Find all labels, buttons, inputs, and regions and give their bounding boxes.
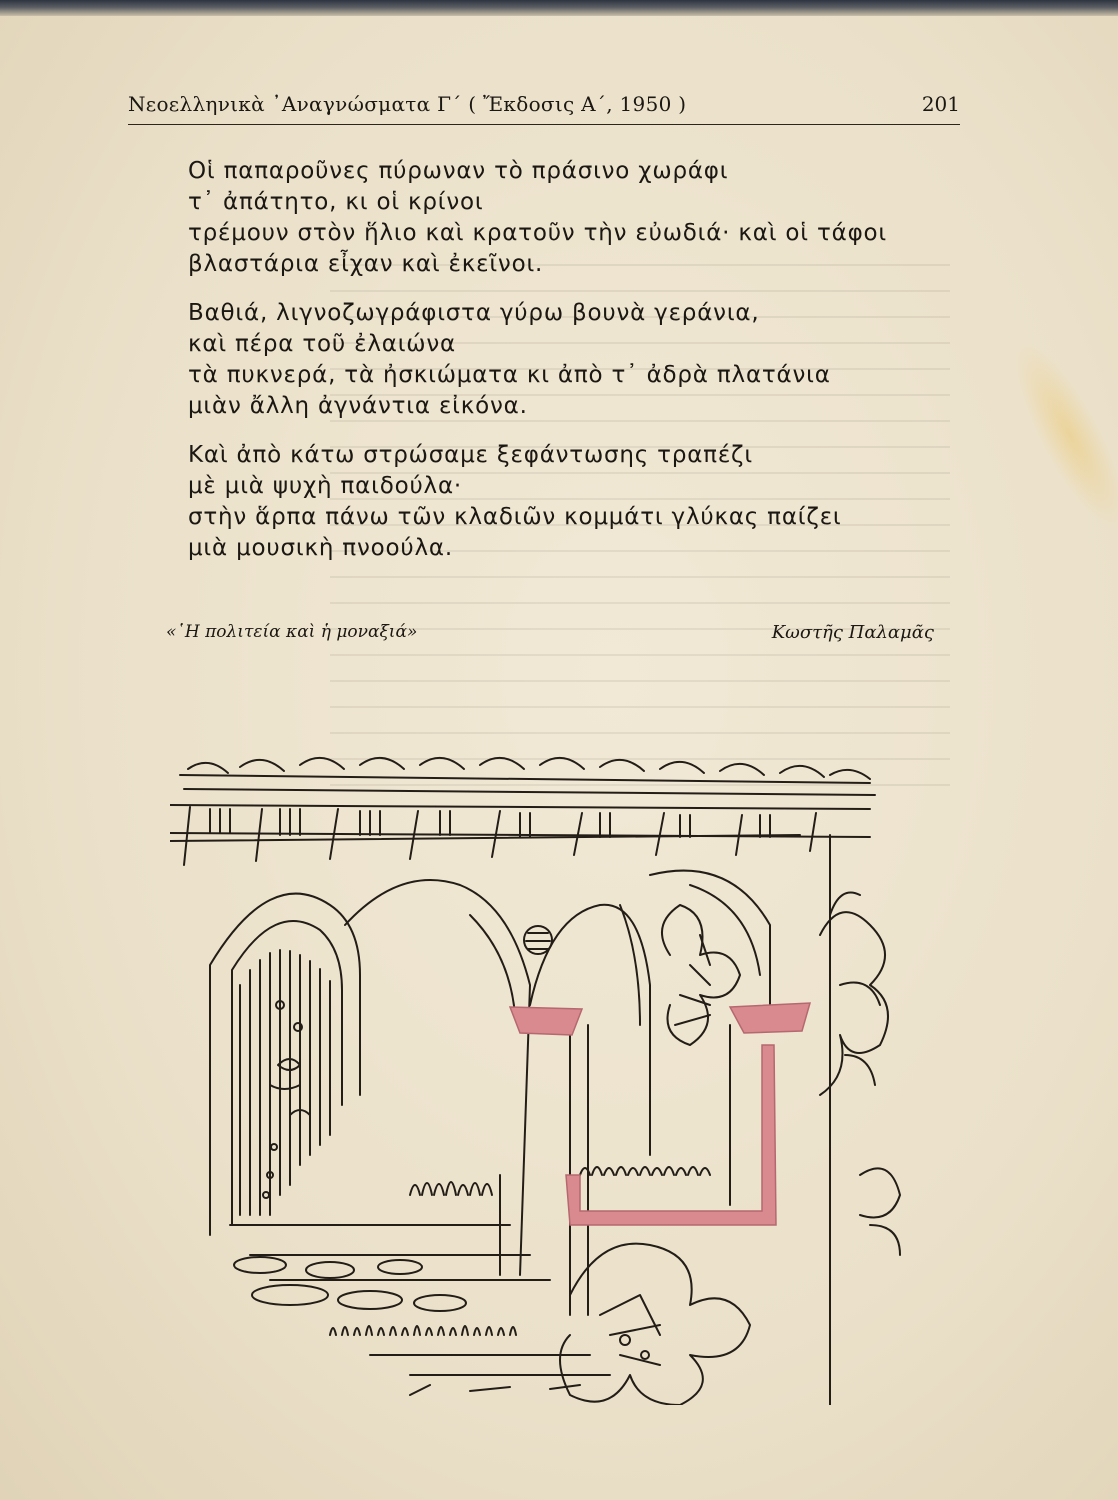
window-sill	[580, 1167, 710, 1175]
poem-line: Καὶ ἀπὸ κάτω στρώσαμε ξεφάντωσης τραπέζι	[188, 442, 753, 468]
page-number: 201	[921, 92, 960, 116]
courtyard-illustration	[170, 755, 940, 1405]
running-title: Νεοελληνικὰ ᾿Αναγνώσματα Γ΄ ( Ἔκδοσις Α΄, 1950 )	[128, 92, 687, 116]
red-accents	[510, 1003, 810, 1225]
poem	[188, 156, 968, 582]
poem-line: καὶ πέρα τοῦ ἐλαιώνα	[188, 331, 456, 357]
poem-line: Οἱ παπαροῦνες πύρωναν τὸ πράσινο χωράφι	[188, 158, 729, 184]
roof-tiles	[180, 758, 875, 795]
poem-source: «῾Η πολιτεία καὶ ἡ μοναξιά»	[166, 622, 418, 642]
poem-line: βλαστάρια εἶχαν καὶ ἐκεῖνοι.	[188, 251, 544, 277]
page-top-edge	[0, 0, 1118, 16]
poem-line: μιὰν ἄλλη ἀγνάντια εἰκόνα.	[188, 393, 528, 419]
stanza-1	[188, 156, 968, 280]
courtyard-arches	[345, 835, 830, 1405]
poem-line: τ᾿ ἀπάτητο, κι οἱ κρίνοι	[188, 189, 484, 215]
pergola	[170, 805, 870, 865]
paper-stain	[994, 328, 1118, 542]
poem-line: τρέμουν στὸν ἥλιο καὶ κρατοῦν τὴν εὐωδιά· καὶ οἱ τάφοι	[188, 220, 888, 246]
running-header	[128, 88, 960, 125]
steps-and-paving	[230, 1182, 610, 1395]
poem-line: Βαθιά, λιγνοζωγράφιστα γύρω βουνὰ γεράνια,	[188, 300, 760, 326]
poem-line: στὴν ἅρπα πάνω τῶν κλαδιῶν κομμάτι γλύκας παίζει	[188, 504, 842, 530]
stanza-3	[188, 440, 968, 564]
stanza-2	[188, 298, 968, 422]
poem-line: μὲ μιὰ ψυχὴ παιδούλα·	[188, 473, 463, 499]
poem-author: Κωστῆς Παλαμᾶς	[771, 622, 934, 643]
poem-line: μιὰ μουσικὴ πνοούλα.	[188, 535, 453, 561]
left-arch-door	[210, 894, 360, 1235]
poem-line: τὰ πυκνερά, τὰ ἠσκιώματα κι ἀπὸ τ᾿ ἀδρὰ πλατάνια	[188, 362, 831, 388]
